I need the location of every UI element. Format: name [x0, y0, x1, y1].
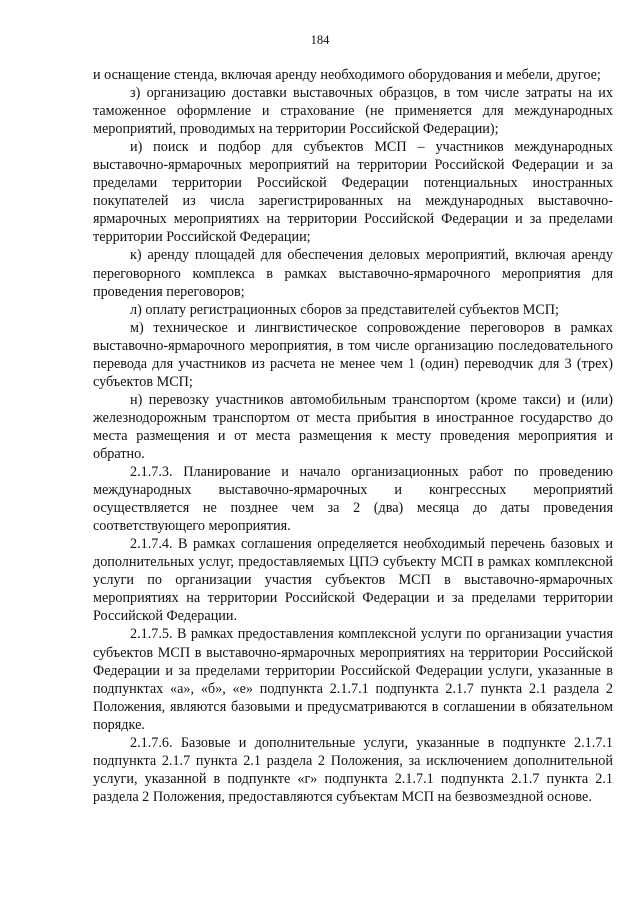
paragraph-item-m: м) техническое и лингвистическое сопровождение переговоров в рамках выставочно-ярмарочного мероприятия, в том числе организацию последовательного перевода для участников из расчета не менее чем 1 (один) переводчик для 3 (трех) субъектов МСП; — [93, 319, 613, 390]
page-number: 184 — [310, 33, 330, 47]
paragraph-2-1-7-5: 2.1.7.5. В рамках предоставления комплексной услуги по организации участия субъектов МСП в выставочно-ярмарочных мероприятиях на территории Российской Федерации и за пределами территории Российской Федерации услуги, указанные в подпунктах «а», «б», «е» подпункта 2.1.7.1 подпункта 2.1.7 пункта 2.1 раздела 2 Положения, являются базовыми и предусматриваются в соглашении в обязательном порядке. — [93, 626, 613, 733]
document-body — [93, 66, 613, 806]
paragraph-item-z: з) организацию доставки выставочных образцов, в том числе затраты на их таможенное оформление и страхование (не применяется для международных мероприятий, проводимых на территории Российской Федерации); — [93, 85, 613, 138]
paragraph-2-1-7-3: 2.1.7.3. Планирование и начало организационных работ по проведению международных выставочно-ярмарочных и конгрессных мероприятий осуществляется не позднее чем за 2 (два) месяца до даты проведения соответствующего мероприятия. — [93, 464, 613, 535]
paragraph-2-1-7-6: 2.1.7.6. Базовые и дополнительные услуги, указанные в подпункте 2.1.7.1 подпункта 2.1.7 пункта 2.1 раздела 2 Положения, за исключением дополнительной услуги, указанной в подпункте «г» подпункта 2.1.7.1 подпункта 2.1.7 пункта 2.1 раздела 2 Положения, предоставляются субъектам МСП на безвозмездной основе. — [93, 734, 613, 805]
paragraph-2-1-7-4: 2.1.7.4. В рамках соглашения определяется необходимый перечень базовых и дополнительных услуг, предоставляемых ЦПЭ субъекту МСП в рамках комплексной услуги по организации участия субъектов МСП в выставочно-ярмарочных мероприятиях на территории Российской Федерации и за пределами территории Российской Федерации. — [93, 536, 613, 625]
paragraph-item-k: к) аренду площадей для обеспечения деловых мероприятий, включая аренду переговорного комплекса в рамках выставочно-ярмарочного мероприятия для проведения переговоров; — [93, 247, 613, 300]
paragraph-item-n: н) перевозку участников автомобильным транспортом (кроме такси) и (или) железнодорожным транспортом от места прибытия в иностранное государство до места размещения и от места размещения к месту проведения мероприятия и обратно. — [93, 391, 613, 462]
paragraph-item-l: л) оплату регистрационных сборов за представителей субъектов МСП; — [130, 301, 559, 318]
paragraph-item-i: и) поиск и подбор для субъектов МСП – участников международных выставочно-ярмарочных мероприятий на территории Российской Федерации и за пределами территории Российской Федерации потенциальных иностранных покупателей из числа зарегистрированных на международных выставочно-ярмарочных мероприятиях на территории Российской Федерации и за пределами территории Российской Федерации; — [93, 139, 613, 246]
paragraph-equipment-continuation: и оснащение стенда, включая аренду необходимого оборудования и мебели, другое; — [93, 67, 601, 83]
